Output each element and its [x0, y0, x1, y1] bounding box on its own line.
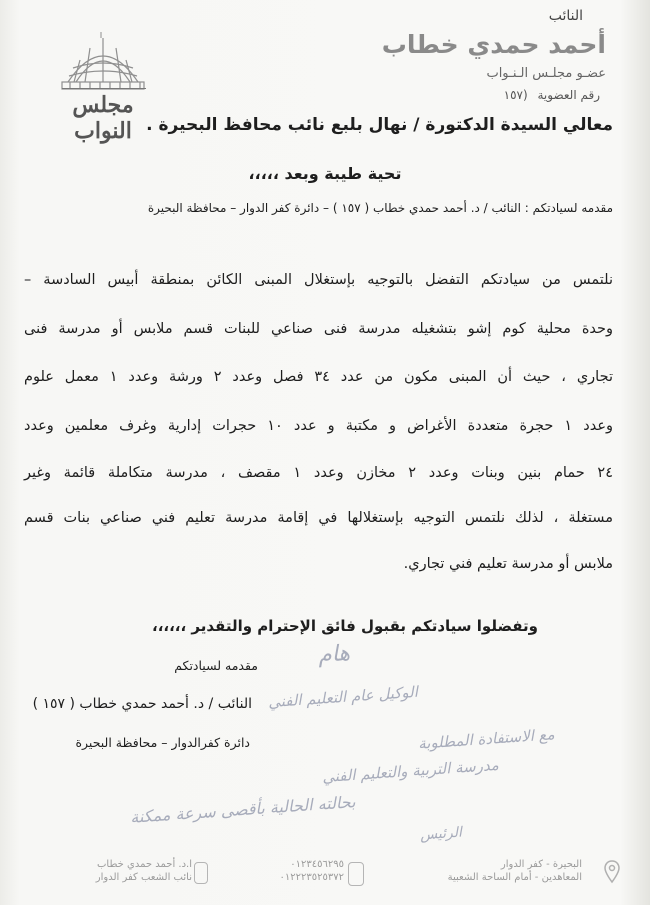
- body-line: تجاري ، حيث أن المبنى مكون من عدد ٣٤ فصل وعدد ٢ ورشة وعدد ١ معمل علوم: [24, 369, 613, 385]
- logo-text: مجلس النواب: [72, 92, 134, 144]
- body-line: وحدة محلية كوم إشو بتشغيله مدرسة فنى صناعي للبنات قسم ملابس أو مدرسة فنى: [24, 321, 613, 337]
- body-line: وعدد ١ حجرة متعددة الأغراض و مكتبة و عدد ١٠ حجرات إدارية وغرف معلمين وعدد: [24, 418, 613, 434]
- mobile-phone-icon: [348, 862, 364, 886]
- closing: وتفضلوا سيادتكم بقبول فائق الإحترام والتقدير ،،،،،،: [152, 617, 538, 635]
- signature-intro: مقدمه لسيادتكم: [174, 658, 258, 673]
- header-name: أحمد حمدي خطاب: [381, 30, 606, 59]
- addressee: معالي السيدة الدكتورة / نهال بلبع نائب محافظ البحيرة .: [146, 115, 613, 135]
- footer-address-line: البحيرة - كفر الدوار: [500, 859, 582, 870]
- body-line: ملابس أو مدرسة تعليم فني تجاري.: [403, 556, 613, 572]
- membership-info: [504, 88, 606, 102]
- footer-phone: ٠١٢٢٢٣٥٢٥٣٧٢: [279, 872, 344, 883]
- footer-address-line: المعاهدين - أمام الساحة الشعبية: [447, 872, 582, 883]
- body-line: نلتمس من سيادتكم التفضل بالتوجيه بإستغلال المبنى الكائن بمنطقة أبيس السادسة –: [24, 272, 613, 288]
- footer-social-line: نائب الشعب كفر الدوار: [95, 872, 192, 883]
- logo-divider: [62, 88, 146, 89]
- header-role: عضـو مجلـس الـنـواب: [486, 66, 606, 81]
- signature-name: النائب / د. أحمد حمدي خطاب ( ١٥٧ ): [32, 696, 252, 712]
- footer-phones: [280, 858, 344, 884]
- facebook-icon: [194, 862, 208, 884]
- location-pin-icon: [604, 860, 620, 884]
- footer-social: [96, 858, 192, 884]
- handwritten-note: مع الاستفادة المطلوبة: [417, 725, 556, 753]
- membership-label: رقم العضوية: [537, 88, 600, 102]
- footer-address: [448, 858, 582, 884]
- body-line: ٢٤ حمام بنين وبنات وعدد ٢ مخازن وعدد ١ مقصف ، مدرسة متكاملة قائمة وغير: [24, 465, 613, 481]
- handwritten-note: مدرسة التربية والتعليم الفني: [321, 755, 500, 787]
- footer-phone: ٠١٢٣٤٥٦٢٩٥: [290, 859, 344, 870]
- membership-number: (١٥٧: [503, 88, 528, 102]
- header-title: النائب: [548, 8, 583, 24]
- presented-by: مقدمه لسيادتكم : النائب / د. أحمد حمدي خطاب ( ١٥٧ ) – دائرة كفر الدوار – محافظة البحيرة: [147, 201, 613, 215]
- handwritten-note: الرئيس: [419, 824, 463, 844]
- footer-social-line: ا.د. أحمد حمدي خطاب: [97, 859, 192, 870]
- body-line: مستغلة ، لذلك نلتمس التوجيه بإستغلالها في إقامة مدرسة تعليم فني صناعي بنات قسم: [24, 510, 613, 526]
- footer: [30, 858, 620, 898]
- handwritten-note: بحالته الحالية بأقصى سرعة ممكنة: [129, 792, 357, 827]
- handwritten-note: الوكيل عام التعليم الفني: [267, 682, 419, 712]
- handwritten-note: هام: [317, 640, 351, 669]
- greeting: تحية طيبة وبعد ،،،،،: [248, 164, 402, 183]
- signature-district: دائرة كفرالدوار – محافظة البحيرة: [75, 735, 250, 750]
